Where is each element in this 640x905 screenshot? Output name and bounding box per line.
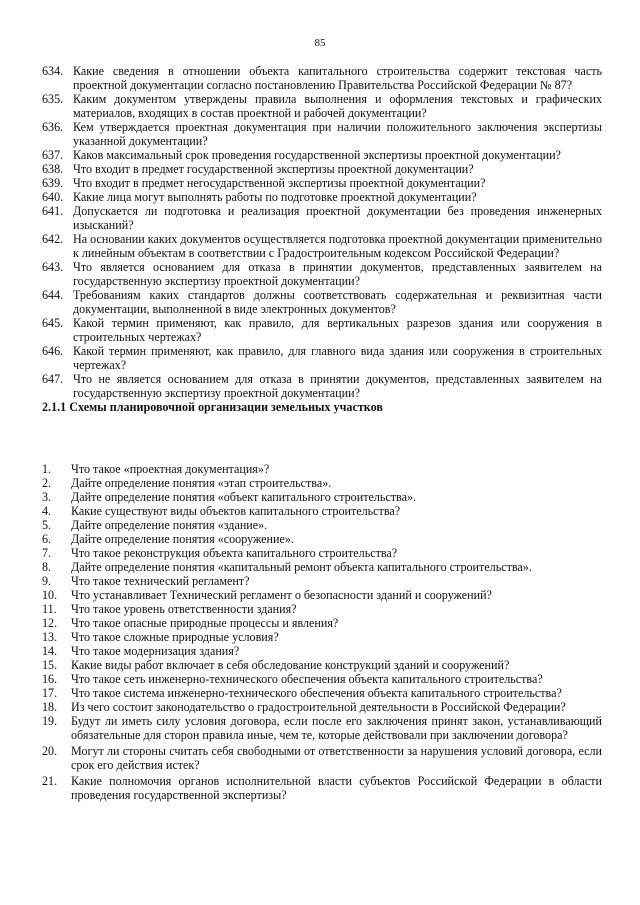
item-number: 14.	[42, 644, 58, 658]
item-number: 646.	[42, 344, 64, 358]
item-text: Какой термин применяют, как правило, для вертикальных разрезов здания или сооружения в строительных чертежах?	[73, 316, 602, 344]
item-number: 644.	[42, 288, 64, 302]
list-item	[42, 574, 602, 588]
list-item	[42, 490, 602, 504]
list-item	[42, 260, 602, 288]
page-number: 85	[314, 37, 326, 49]
list-item	[42, 120, 602, 148]
item-text: Дайте определение понятия «здание».	[71, 518, 268, 532]
item-text: Какие существуют виды объектов капитального строительства?	[71, 504, 401, 518]
list-item	[42, 602, 602, 616]
item-number: 647.	[42, 372, 64, 386]
list-item	[42, 658, 602, 672]
item-text: Из чего состоит законодательство о градостроительной деятельности в Российской Федерации?	[71, 700, 566, 714]
item-text: Дайте определение понятия «этап строительства».	[71, 476, 332, 490]
list-item	[42, 714, 602, 742]
item-number: 4.	[42, 504, 52, 518]
list-item	[42, 546, 602, 560]
item-text: Что такое уровень ответственности здания?	[71, 602, 297, 616]
item-number: 5.	[42, 518, 52, 532]
item-number: 19.	[42, 714, 58, 728]
question-list-section-2	[42, 462, 602, 802]
list-item	[42, 518, 602, 532]
list-item	[42, 588, 602, 602]
item-number: 11.	[42, 602, 57, 616]
item-number: 16.	[42, 672, 58, 686]
item-number: 13.	[42, 630, 58, 644]
list-item	[42, 288, 602, 316]
list-item	[42, 616, 602, 630]
list-item	[42, 232, 602, 260]
item-number: 643.	[42, 260, 64, 274]
item-text: Каким документом утверждены правила выполнения и оформления текстовых и графических материалов, входящих в состав проектной и рабочей документации?	[73, 92, 602, 120]
item-text: Что такое модернизация здания?	[71, 644, 240, 658]
list-item	[42, 644, 602, 658]
list-item	[42, 462, 602, 476]
item-number: 17.	[42, 686, 58, 700]
item-text: Что является основанием для отказа в принятии документов, представленных заявителем на государственную экспертизу проектной документации?	[73, 260, 602, 288]
list-item	[42, 744, 602, 772]
item-number: 6.	[42, 532, 52, 546]
item-text: Что такое сложные природные условия?	[71, 630, 279, 644]
list-item	[42, 344, 602, 372]
item-number: 636.	[42, 120, 64, 134]
item-text: Требованиям каких стандартов должны соответствовать содержательная и реквизитная части документации, выполненной в виде электронных документов?	[73, 288, 602, 316]
list-item	[42, 532, 602, 546]
list-item	[42, 476, 602, 490]
item-text: На основании каких документов осуществляется подготовка проектной документации применительно к линейным объектам в соответствии с Градостроительным кодексом Российской Федерации?	[73, 232, 602, 260]
item-text: Что не является основанием для отказа в принятии документов, представленных заявителем на государственную экспертизу проектной документации?	[73, 372, 602, 400]
item-text: Какие сведения в отношении объекта капитального строительства содержит текстовая часть проектной документации согласно постановлению Правительства Российской Федерации № 87?	[73, 64, 602, 92]
item-text: Дайте определение понятия «сооружение».	[71, 532, 294, 546]
item-number: 637.	[42, 148, 64, 162]
item-number: 641.	[42, 204, 64, 218]
list-item	[42, 630, 602, 644]
item-number: 10.	[42, 588, 58, 602]
item-text: Что такое «проектная документация»?	[71, 462, 270, 476]
item-number: 21.	[42, 774, 58, 788]
list-item	[42, 686, 602, 700]
item-text: Какие полномочия органов исполнительной власти субъектов Российской Федерации в области проведения государственной экспертизы?	[71, 774, 602, 802]
item-text: Что такое сеть инженерно-технического обеспечения объекта капитального строительства?	[71, 672, 543, 686]
item-number: 2.	[42, 476, 52, 490]
item-text: Допускается ли подготовка и реализация проектной документации без проведения инженерных изысканий?	[73, 204, 602, 232]
item-number: 645.	[42, 316, 64, 330]
item-text: Какие виды работ включает в себя обследование конструкций зданий и сооружений?	[71, 658, 510, 672]
item-number: 638.	[42, 162, 64, 176]
list-item	[42, 504, 602, 518]
item-text: Будут ли иметь силу условия договора, если после его заключения принят закон, устанавливающий обязательные для сторон правила иные, чем те, которые действовали при заключении договора?	[71, 714, 602, 742]
list-item	[42, 672, 602, 686]
item-number: 642.	[42, 232, 64, 246]
item-text: Дайте определение понятия «капитальный ремонт объекта капитального строительства».	[71, 560, 532, 574]
list-item	[42, 774, 602, 802]
item-number: 635.	[42, 92, 64, 106]
list-item	[42, 162, 602, 176]
item-text: Могут ли стороны считать себя свободными от ответственности за нарушения условий договора, если срок его действия истек?	[71, 744, 602, 772]
item-number: 12.	[42, 616, 58, 630]
question-list-section-1	[42, 64, 602, 414]
item-text: Что такое реконструкция объекта капитального строительства?	[71, 546, 398, 560]
item-text: Что входит в предмет государственной экспертизы проектной документации?	[73, 162, 474, 176]
item-text: Дайте определение понятия «объект капитального строительства».	[71, 490, 417, 504]
item-text: Какой термин применяют, как правило, для главного вида здания или сооружения в строительных чертежах?	[73, 344, 602, 372]
list-item	[42, 64, 602, 92]
list-item	[42, 190, 602, 204]
list-item	[42, 560, 602, 574]
item-text: Что входит в предмет негосударственной экспертизы проектной документации?	[73, 176, 486, 190]
item-number: 1.	[42, 462, 52, 476]
item-number: 634.	[42, 64, 64, 78]
item-number: 3.	[42, 490, 52, 504]
item-text: Какие лица могут выполнять работы по подготовке проектной документации?	[73, 190, 477, 204]
list-item	[42, 316, 602, 344]
list-item	[42, 204, 602, 232]
item-text: Что такое опасные природные процессы и явления?	[71, 616, 339, 630]
item-number: 7.	[42, 546, 52, 560]
section-heading: 2.1.1 Схемы планировочной организации земельных участков	[42, 400, 383, 414]
item-text: Каков максимальный срок проведения государственной экспертизы проектной документации?	[73, 148, 561, 162]
list-item	[42, 700, 602, 714]
list-item	[42, 148, 602, 162]
item-text: Что устанавливает Технический регламент о безопасности зданий и сооружений?	[71, 588, 492, 602]
item-number: 8.	[42, 560, 52, 574]
item-number: 18.	[42, 700, 58, 714]
item-text: Что такое технический регламент?	[71, 574, 250, 588]
item-number: 15.	[42, 658, 58, 672]
item-text: Кем утверждается проектная документация при наличии положительного заключения экспертизы указанной документации?	[73, 120, 602, 148]
item-text: Что такое система инженерно-технического обеспечения объекта капитального строительства?	[71, 686, 562, 700]
item-number: 640.	[42, 190, 64, 204]
item-number: 20.	[42, 744, 58, 758]
list-item	[42, 176, 602, 190]
item-number: 9.	[42, 574, 52, 588]
list-item	[42, 92, 602, 120]
list-item	[42, 372, 602, 400]
item-number: 639.	[42, 176, 64, 190]
